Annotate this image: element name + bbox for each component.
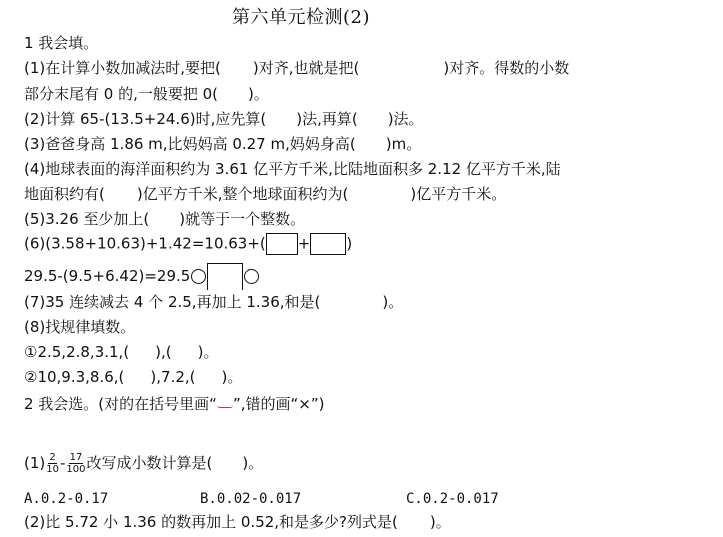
- question-5: [24, 209, 305, 229]
- choice-options: [24, 488, 499, 509]
- closing-paren: ): [346, 234, 353, 253]
- fraction-denominator: 10: [46, 464, 59, 475]
- choice-question-2: [24, 512, 451, 532]
- question-text: 地面积约有(: [24, 185, 105, 203]
- section-text: ”,错的画“×”): [232, 395, 325, 413]
- fraction-numerator: 17: [69, 452, 83, 463]
- question-8: (8)找规律填数。: [24, 318, 136, 336]
- question-text: ),(: [155, 343, 172, 361]
- question-text: (5)3.26 至少加上(: [24, 210, 150, 228]
- question-text: 部分末尾有 0 的,一般要把 0(: [24, 85, 219, 103]
- fraction: [46, 452, 59, 475]
- checkmark-icon: [217, 401, 233, 408]
- question-8-part-2: [24, 367, 242, 387]
- question-text: (2)计算 65-(13.5+24.6)时,应先算(: [24, 110, 267, 128]
- section-1-heading: 1 我会填。: [24, 34, 99, 52]
- section-2-heading: [24, 394, 324, 414]
- question-1-line-1: [24, 58, 569, 78]
- question-3: [24, 134, 421, 154]
- question-text: (1)在计算小数加减法时,要把(: [24, 59, 221, 77]
- question-text: )法,再算(: [296, 110, 358, 128]
- fraction: [66, 452, 85, 475]
- question-text: )。: [221, 368, 243, 386]
- question-text: )。: [197, 343, 219, 361]
- question-text: )。: [429, 513, 451, 531]
- question-text: (7)35 连续减去 4 个 2.5,再加上 1.36,和是(: [24, 293, 321, 311]
- question-2: [24, 109, 424, 129]
- question-6-line-2: [24, 263, 260, 290]
- minus-sign: -: [59, 454, 66, 472]
- question-text: )对齐。得数的小数: [443, 59, 570, 77]
- choice-question-1: [24, 452, 263, 475]
- option-b[interactable]: B.0.02-0.017: [200, 491, 302, 507]
- question-text: )m。: [385, 135, 422, 153]
- page-title: 第六单元检测(2): [232, 7, 370, 28]
- question-8-part-1: [24, 342, 219, 362]
- question-text: )对齐,也就是把(: [252, 59, 360, 77]
- question-text: )。: [242, 454, 264, 472]
- question-4-line-1: (4)地球表面的海洋面积约为 3.61 亿平方千米,比陆地面积多 2.12 亿平方千米,陆: [24, 160, 561, 178]
- answer-box[interactable]: [310, 233, 346, 255]
- fraction-numerator: 2: [49, 452, 56, 463]
- question-text: ),7.2,(: [150, 368, 196, 386]
- question-text: 29.5-(9.5+6.42)=29.5: [24, 267, 191, 285]
- question-1-line-2: [24, 84, 269, 104]
- question-text: )。: [248, 85, 269, 103]
- fraction-denominator: 100: [66, 464, 86, 475]
- option-a[interactable]: A.0.2-0.17: [24, 491, 109, 507]
- answer-box[interactable]: [207, 263, 243, 290]
- question-text: )就等于一个整数。: [179, 210, 306, 228]
- question-text: (2)比 5.72 小 1.36 的数再加上 0.52,和是多少?列式是(: [24, 513, 398, 531]
- question-6-line-1: [24, 233, 352, 255]
- question-text: (1): [24, 454, 46, 472]
- question-text: (3)爸爸身高 1.86 m,比妈妈高 0.27 m,妈妈身高(: [24, 135, 356, 153]
- question-text: ①2.5,2.8,3.1,(: [24, 343, 130, 361]
- question-text: ②10,9.3,8.6,(: [24, 368, 125, 386]
- question-7: [24, 292, 403, 312]
- option-c[interactable]: C.0.2-0.017: [406, 491, 499, 507]
- question-4-line-2: [24, 184, 506, 204]
- question-text: (6)(3.58+10.63)+1.42=10.63+(: [24, 234, 266, 253]
- operator-circle[interactable]: [244, 269, 259, 284]
- question-text: )亿平方千米,整个地球面积约为(: [136, 185, 349, 203]
- operator-circle[interactable]: [191, 269, 206, 284]
- question-text: )亿平方千米。: [410, 185, 507, 203]
- answer-box[interactable]: [266, 233, 298, 255]
- question-text: 改写成小数计算是(: [86, 454, 213, 472]
- section-text: 2 我会选。(对的在括号里画“: [24, 395, 217, 413]
- question-text: )。: [382, 293, 404, 311]
- plus-sign: +: [297, 234, 311, 253]
- question-text: )法。: [387, 110, 424, 128]
